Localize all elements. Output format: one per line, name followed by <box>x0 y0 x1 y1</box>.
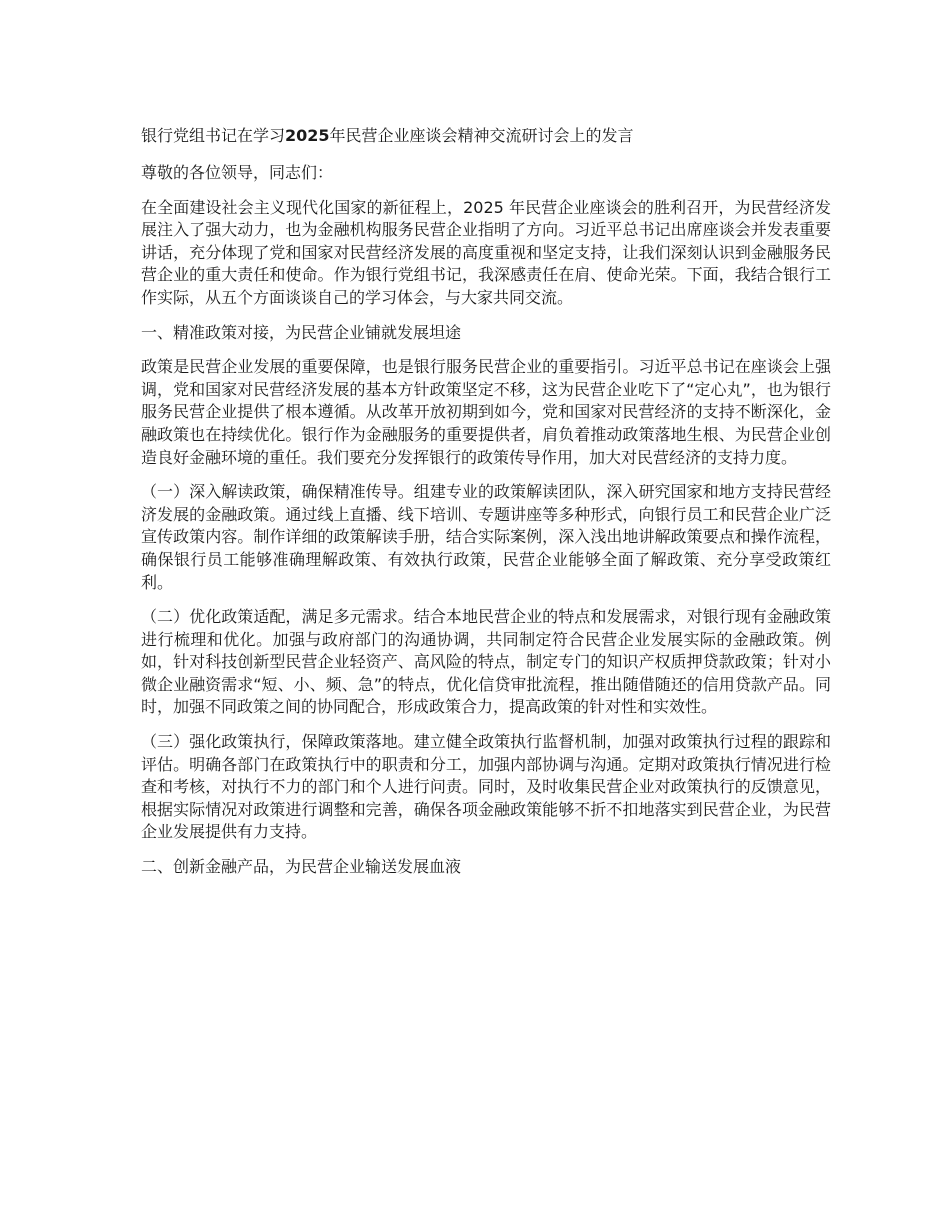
section1-heading: 一、精准政策对接，为民营企业铺就发展坦途 <box>141 322 462 342</box>
document-page <box>141 124 831 891</box>
section1-item2-paragraph: （二）优化政策适配，满足多元需求。结合本地民营企业的特点和发展需求，对银行现有金融政策进行梳理和优化。加强与政府部门的沟通协调，共同制定符合民营企业发展实际的金融政策。例如，针对科技创新型民营企业轻资产、高风险的特点，制定专门的知识产权质押贷款政策；针对小微企业融资需求“短、小、频、急”的特点，优化信贷审批流程，推出随借随还的信用贷款产品。同时，加强不同政策之间的协同配合，形成政策合力，提高政策的针对性和实效性。 <box>141 607 831 717</box>
title-year: 2025 <box>285 126 330 145</box>
salutation: 尊敬的各位领导，同志们： <box>141 163 334 182</box>
document-title <box>141 124 831 148</box>
section1-item1-paragraph: （一）深入解读政策，确保精准传导。组建专业的政策解读团队，深入研究国家和地方支持民营经济发展的金融政策。通过线上直播、线下培训、专题讲座等多种形式，向银行员工和民营企业广泛宣传政策内容。制作详细的政策解读手册，结合实际案例，深入浅出地讲解政策要点和操作流程，确保银行员工能够准确理解政策、有效执行政策，民营企业能够全面了解政策、充分享受政策红利。 <box>141 482 831 592</box>
title-suffix: 年民营企业座谈会精神交流研讨会上的发言 <box>329 126 634 145</box>
intro-paragraph: 在全面建设社会主义现代化国家的新征程上，2025 年民营企业座谈会的胜利召开，为民营经济发展注入了强大动力，也为金融机构服务民营企业指明了方向。习近平总书记出席座谈会并发表重要讲话，充分体现了党和国家对民营经济发展的高度重视和坚定支持，让我们深刻认识到金融服务民营企业的重大责任和使命。作为银行党组书记，我深感责任在肩、使命光荣。下面，我结合银行工作实际，从五个方面谈谈自己的学习体会，与大家共同交流。 <box>141 197 831 307</box>
section2-heading: 二、创新金融产品，为民营企业输送发展血液 <box>141 857 462 877</box>
title-prefix: 银行党组书记在学习 <box>141 126 286 145</box>
section1-intro-paragraph: 政策是民营企业发展的重要保障，也是银行服务民营企业的重要指引。习近平总书记在座谈会上强调，党和国家对民营经济发展的基本方针政策坚定不移，这为民营企业吃下了“定心丸”，也为银行服务民营企业提供了根本遵循。从改革开放初期到如今，党和国家对民营经济的支持不断深化，金融政策也在持续优化。银行作为金融服务的重要提供者，肩负着推动政策落地生根、为民营企业创造良好金融环境的重任。我们要充分发挥银行的政策传导作用，加大对民营经济的支持力度。 <box>141 357 831 467</box>
section1-item3-paragraph: （三）强化政策执行，保障政策落地。建立健全政策执行监督机制，加强对政策执行过程的跟踪和评估。明确各部门在政策执行中的职责和分工，加强内部协调与沟通。定期对政策执行情况进行检查和考核，对执行不力的部门和个人进行问责。同时，及时收集民营企业对政策执行的反馈意见，根据实际情况对政策进行调整和完善，确保各项金融政策能够不折不扣地落实到民营企业，为民营企业发展提供有力支持。 <box>141 732 831 842</box>
